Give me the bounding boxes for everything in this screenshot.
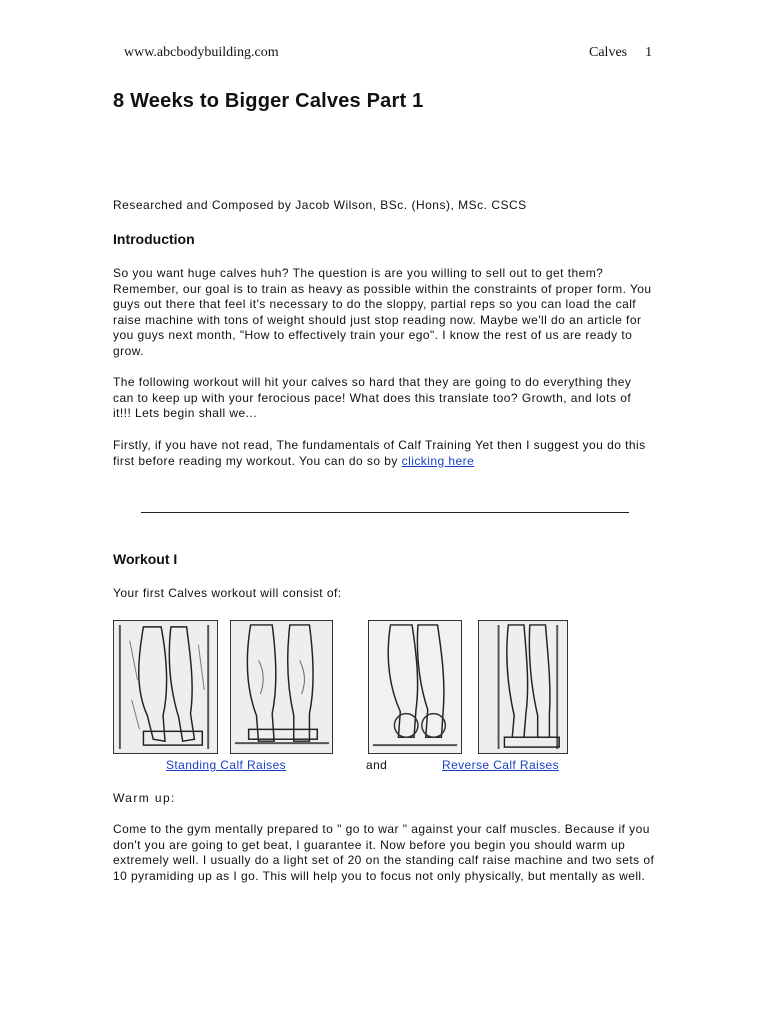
standing-calf-raise-photo-1 (113, 620, 218, 754)
intro-paragraph-1-text: So you want huge calves huh? The question is are you willing to sell out to get them? Remember, our goal is to train as heavy as possible within the constraints of proper form. You guys out there that feel it's necessary to do the sloppy, partial reps so you can load the calf raise machine with tons of weight should just stop reading now. Maybe we'll do an article for you guys next month, "How to effectively train your ego". I know the rest of us are ready to grow. (113, 266, 652, 358)
standing-calf-raises-link[interactable]: Standing Calf Raises (166, 758, 287, 772)
intro-paragraph-1 (113, 266, 653, 360)
byline: Researched and Composed by Jacob Wilson, BSc. (Hons), MSc. CSCS (113, 198, 527, 212)
warmup-label: Warm up: (113, 791, 176, 805)
introduction-heading: Introduction (113, 231, 195, 247)
intro-paragraph-2 (113, 375, 653, 422)
workout-heading: Workout I (113, 551, 178, 567)
page-title: 8 Weeks to Bigger Calves Part 1 (113, 90, 424, 112)
page-number: 1 (645, 45, 653, 60)
header-section (589, 45, 652, 61)
reverse-calf-raise-photo-2 (478, 620, 568, 754)
header-section-label: Calves (589, 45, 628, 60)
reverse-calf-raise-photo-1 (368, 620, 462, 754)
intro-paragraph-2-text: The following workout will hit your calves so hard that they are going to do everything they can to keep up with your ferocious pace! What does this translate too? Growth, and lots of it!!! Lets begin shall we... (113, 375, 632, 421)
warmup-paragraph-text: Come to the gym mentally prepared to " go to war " against your calf muscles. Because if you don't you are going to get beat, I guarantee it. Now before you begin you should warm up extremely well. I usually do a light set of 20 on the standing calf raise machine and two sets of 10 pyramiding up as I go. This will help you to focus not only physically, but mentally as well. (113, 822, 655, 883)
warmup-paragraph (113, 822, 658, 884)
caption-and: and (366, 758, 388, 772)
horizontal-divider (141, 512, 629, 513)
workout-intro: Your first Calves workout will consist of: (113, 586, 342, 600)
intro-paragraph-3 (113, 438, 653, 469)
standing-calf-raise-photo-2 (230, 620, 333, 754)
intro-paragraph-3-text: Firstly, if you have not read, The fundamentals of Calf Training Yet then I suggest you do this first before reading my workout. You can do so by (113, 438, 646, 468)
clicking-here-link[interactable]: clicking here (401, 453, 475, 468)
reverse-calf-raises-link[interactable]: Reverse Calf Raises (442, 758, 559, 772)
header-site-url: www.abcbodybuilding.com (124, 45, 279, 60)
